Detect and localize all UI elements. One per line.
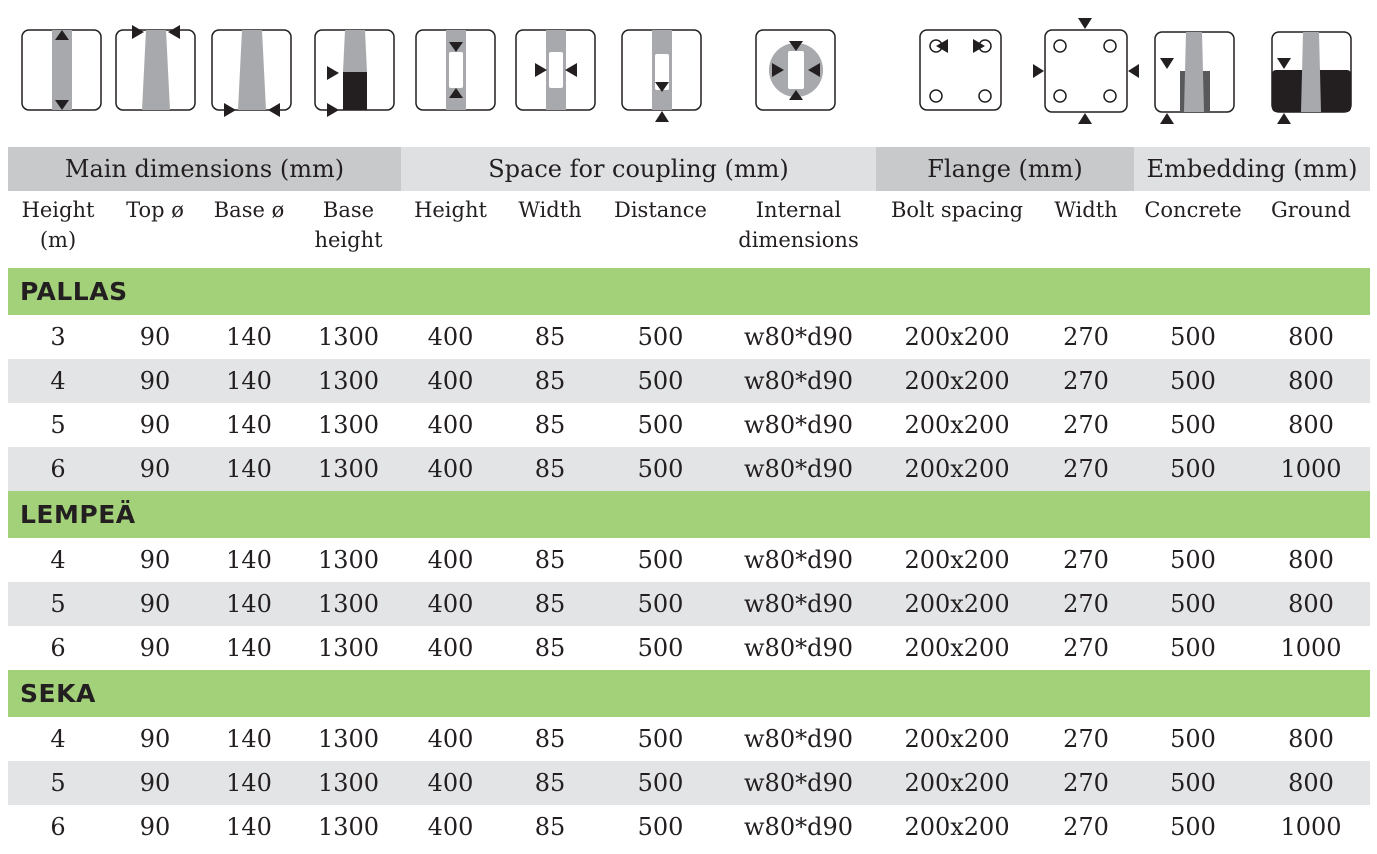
table-cell: 270 xyxy=(1063,634,1109,662)
group-embedding: Embedding (mm) xyxy=(1134,147,1370,191)
table-cell: 90 xyxy=(108,447,202,491)
table-cell: 85 xyxy=(500,447,600,491)
table-cell: 1300 xyxy=(317,634,380,662)
col-height-m-line2: (m) xyxy=(39,228,77,252)
table-cell: 500 xyxy=(637,813,684,841)
col-coupling-distance: Distance xyxy=(613,198,707,222)
table-cell: 5 xyxy=(8,761,108,805)
table-row xyxy=(8,315,1370,359)
table-cell: 200x200 xyxy=(904,323,1010,351)
table-cell: 800 xyxy=(1288,411,1334,439)
table-cell: 800 xyxy=(1252,761,1370,805)
table-cell: 270 xyxy=(1038,582,1134,626)
section-header-row xyxy=(8,670,1370,717)
table-cell: 500 xyxy=(1134,359,1252,403)
group-header-row xyxy=(8,147,1370,191)
table-cell: 85 xyxy=(534,725,566,753)
table-cell: 140 xyxy=(202,359,296,403)
flange-width-icon xyxy=(1030,14,1142,126)
col-base-height-line1: Base xyxy=(322,198,375,222)
table-cell: 140 xyxy=(226,411,272,439)
table-cell: w80*d90 xyxy=(721,447,876,491)
table-cell: 400 xyxy=(427,546,474,574)
base-height-icon xyxy=(313,14,397,124)
table-cell: 400 xyxy=(401,447,500,491)
table-cell: 500 xyxy=(600,582,721,626)
table-cell: 90 xyxy=(139,725,171,753)
pole-height-icon xyxy=(20,14,104,114)
section-title: LEMPEÄ xyxy=(8,491,1370,538)
table-cell: 1300 xyxy=(317,323,380,351)
table-cell: 500 xyxy=(637,323,684,351)
table-cell: 500 xyxy=(1134,761,1252,805)
table-cell: 500 xyxy=(637,411,684,439)
table-cell: 90 xyxy=(108,582,202,626)
table-cell: 500 xyxy=(1134,447,1252,491)
coupling-distance-icon xyxy=(620,14,704,126)
col-base-height xyxy=(296,191,401,268)
group-main-dimensions: Main dimensions (mm) xyxy=(8,147,401,191)
col-internal-line2: dimensions xyxy=(738,228,859,252)
table-cell: 4 xyxy=(50,546,66,574)
base-diameter-icon xyxy=(210,14,294,124)
concrete-embedding-icon xyxy=(1150,14,1240,126)
table-row xyxy=(8,447,1370,491)
table-cell: 140 xyxy=(226,546,272,574)
table-cell: 90 xyxy=(139,813,171,841)
table-row xyxy=(8,403,1370,447)
table-cell: 85 xyxy=(500,582,600,626)
table-cell: 400 xyxy=(401,582,500,626)
table-cell: 200x200 xyxy=(904,725,1010,753)
table-cell: w80*d90 xyxy=(721,582,876,626)
table-cell: 500 xyxy=(1170,323,1216,351)
table-cell: 1300 xyxy=(317,411,380,439)
internal-dimensions-icon xyxy=(754,14,838,114)
table-cell: 85 xyxy=(534,813,566,841)
table-cell: 500 xyxy=(1170,813,1216,841)
table-cell: 500 xyxy=(600,761,721,805)
table-row xyxy=(8,805,1370,849)
table-cell: 200x200 xyxy=(876,582,1038,626)
column-header-row xyxy=(8,191,1370,268)
table-cell: 800 xyxy=(1288,546,1334,574)
table-cell: 1000 xyxy=(1252,447,1370,491)
table-cell: 90 xyxy=(139,411,171,439)
col-coupling-width: Width xyxy=(518,198,582,222)
table-cell: w80*d90 xyxy=(744,411,853,439)
table-cell: 200x200 xyxy=(904,634,1010,662)
coupling-height-icon xyxy=(414,14,498,114)
table-cell: w80*d90 xyxy=(744,634,853,662)
table-row xyxy=(8,717,1370,761)
table-cell: 200x200 xyxy=(876,447,1038,491)
table-cell: 1300 xyxy=(296,359,401,403)
table-cell: 85 xyxy=(534,323,566,351)
col-base-height-line2: height xyxy=(314,228,383,252)
section-header-row xyxy=(8,491,1370,538)
table-cell: 270 xyxy=(1063,725,1109,753)
section-title: PALLAS xyxy=(8,268,1370,315)
table-row xyxy=(8,626,1370,670)
col-coupling-height: Height xyxy=(414,198,487,222)
table-cell: 200x200 xyxy=(876,359,1038,403)
table-cell: 500 xyxy=(1170,634,1216,662)
table-cell: 400 xyxy=(427,323,474,351)
table-cell: 140 xyxy=(226,813,272,841)
table-cell: 140 xyxy=(202,447,296,491)
table-cell: 6 xyxy=(50,813,66,841)
table-cell: 500 xyxy=(637,546,684,574)
col-base-diameter: Base ø xyxy=(213,198,285,222)
table-cell: 400 xyxy=(427,411,474,439)
table-cell: 140 xyxy=(226,634,272,662)
table-cell: 800 xyxy=(1252,582,1370,626)
table-cell: 270 xyxy=(1038,359,1134,403)
table-cell: w80*d90 xyxy=(721,359,876,403)
section-header-row xyxy=(8,268,1370,315)
col-height-m-line1: Height xyxy=(21,198,95,222)
table-cell: 1000 xyxy=(1280,813,1342,841)
bolt-spacing-icon xyxy=(918,14,1004,114)
table-cell: 270 xyxy=(1063,411,1109,439)
col-internal-dimensions xyxy=(721,191,876,268)
table-cell: 400 xyxy=(401,761,500,805)
table-cell: 500 xyxy=(600,447,721,491)
table-cell: 1300 xyxy=(296,761,401,805)
table-cell: 90 xyxy=(139,546,171,574)
table-cell: 400 xyxy=(427,813,474,841)
table-cell: 1300 xyxy=(317,546,380,574)
table-cell: 1300 xyxy=(296,447,401,491)
table-row xyxy=(8,538,1370,582)
table-cell: w80*d90 xyxy=(744,323,853,351)
table-cell: 4 xyxy=(8,359,108,403)
table-cell: 500 xyxy=(637,634,684,662)
table-cell: 1300 xyxy=(296,582,401,626)
ground-embedding-icon xyxy=(1267,14,1357,126)
table-cell: 270 xyxy=(1063,323,1109,351)
table-body xyxy=(8,268,1370,849)
table-cell: 1300 xyxy=(317,725,380,753)
table-cell: 270 xyxy=(1038,761,1134,805)
table-cell: 140 xyxy=(226,323,272,351)
table-cell: 6 xyxy=(8,447,108,491)
table-cell: 85 xyxy=(500,761,600,805)
table-cell: 270 xyxy=(1063,546,1109,574)
table-cell: w80*d90 xyxy=(744,546,853,574)
table-cell: 1000 xyxy=(1280,634,1342,662)
table-cell: 85 xyxy=(534,411,566,439)
col-top-diameter: Top ø xyxy=(126,198,184,222)
group-flange: Flange (mm) xyxy=(876,147,1134,191)
table-cell: 6 xyxy=(50,634,66,662)
table-cell: 800 xyxy=(1288,323,1334,351)
col-flange-width: Width xyxy=(1054,198,1118,222)
table-cell: 400 xyxy=(427,634,474,662)
table-row xyxy=(8,761,1370,805)
table-cell: 200x200 xyxy=(904,411,1010,439)
table-cell: 500 xyxy=(1170,725,1216,753)
col-bolt-spacing: Bolt spacing xyxy=(890,198,1024,222)
table-cell: 500 xyxy=(600,359,721,403)
coupling-width-icon xyxy=(514,14,598,114)
table-cell: 500 xyxy=(1170,411,1216,439)
table-cell: 90 xyxy=(139,634,171,662)
group-space-for-coupling: Space for coupling (mm) xyxy=(401,147,876,191)
table-cell: 500 xyxy=(1170,546,1216,574)
table-cell: 5 xyxy=(8,582,108,626)
table-cell: 1300 xyxy=(317,813,380,841)
col-ground: Ground xyxy=(1271,198,1351,222)
table-cell: 3 xyxy=(50,323,66,351)
table-cell: 90 xyxy=(108,761,202,805)
table-cell: 90 xyxy=(139,323,171,351)
table-cell: 85 xyxy=(534,546,566,574)
dimension-icons-row xyxy=(0,0,1377,140)
table-cell: 5 xyxy=(50,411,66,439)
table-cell: 140 xyxy=(202,761,296,805)
table-cell: 270 xyxy=(1063,813,1109,841)
table-cell: 200x200 xyxy=(876,761,1038,805)
col-concrete: Concrete xyxy=(1144,198,1242,222)
table-row xyxy=(8,582,1370,626)
table-cell: 4 xyxy=(50,725,66,753)
table-cell: 800 xyxy=(1288,725,1334,753)
section-title: SEKA xyxy=(8,670,1370,717)
table-cell: w80*d90 xyxy=(721,761,876,805)
table-cell: 400 xyxy=(401,359,500,403)
top-diameter-icon xyxy=(114,14,198,114)
table-cell: 200x200 xyxy=(904,813,1010,841)
table-cell: 270 xyxy=(1038,447,1134,491)
table-cell: 85 xyxy=(534,634,566,662)
table-cell: 140 xyxy=(226,725,272,753)
table-cell: 800 xyxy=(1252,359,1370,403)
table-cell: 400 xyxy=(427,725,474,753)
table-cell: 140 xyxy=(202,582,296,626)
table-cell: 200x200 xyxy=(904,546,1010,574)
col-height-m xyxy=(8,191,108,268)
dimensions-table xyxy=(8,147,1370,849)
table-cell: 500 xyxy=(1134,582,1252,626)
table-row xyxy=(8,359,1370,403)
table-cell: 500 xyxy=(637,725,684,753)
table-cell: w80*d90 xyxy=(744,813,853,841)
table-cell: 85 xyxy=(500,359,600,403)
table-cell: 90 xyxy=(108,359,202,403)
table-cell: w80*d90 xyxy=(744,725,853,753)
col-internal-line1: Internal xyxy=(755,198,842,222)
